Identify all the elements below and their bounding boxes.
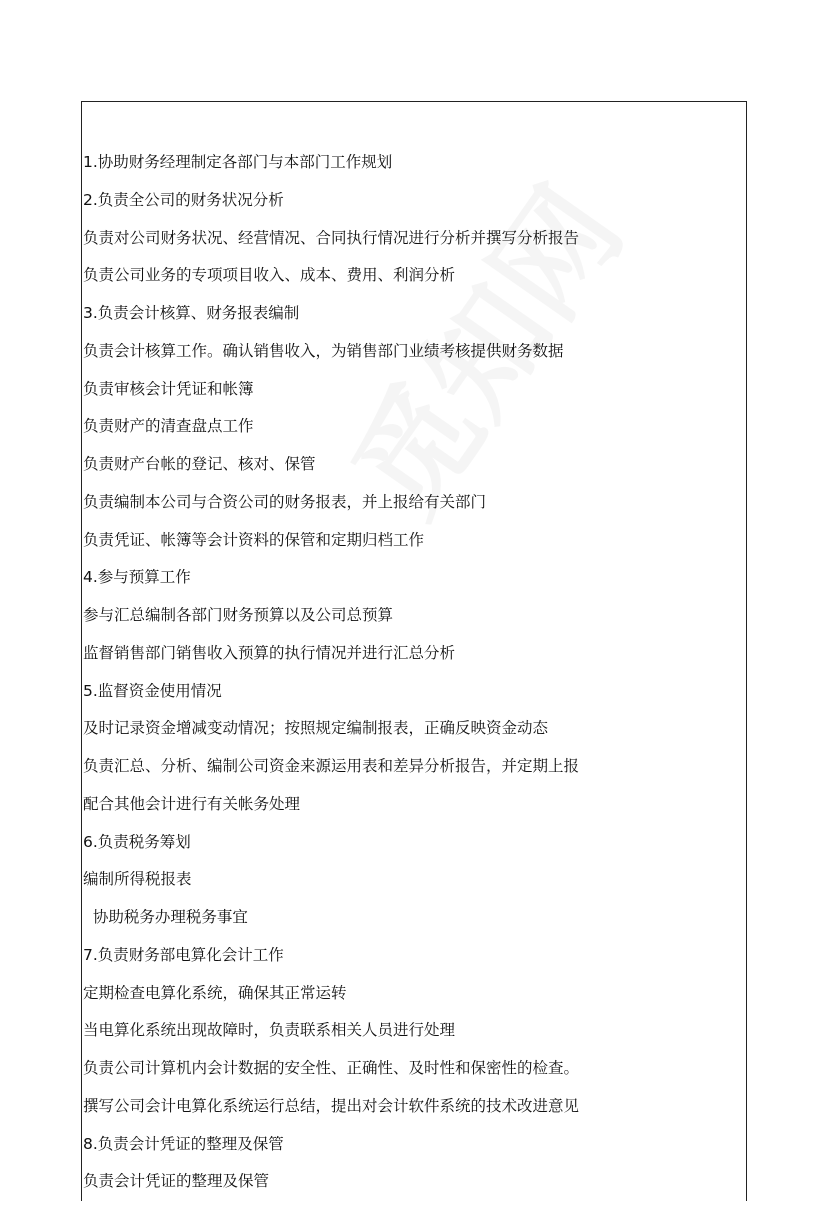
document-line: 负责会计核算工作。确认销售收入，为销售部门业绩考核提供财务数据 [83,341,564,360]
document-line: 负责财产的清查盘点工作 [83,417,254,436]
document-line: 5.监督资金使用情况 [83,681,222,700]
document-line: 协助税务办理税务事宜 [83,908,248,926]
document-line: 撰写公司会计电算化系统运行总结，提出对会计软件系统的技术改进意见 [83,1096,580,1115]
document-line: 定期检查电算化系统，确保其正常运转 [83,983,347,1002]
document-line: 监督销售部门销售收入预算的执行情况并进行汇总分析 [83,643,456,662]
document-line: 负责对公司财务状况、经营情况、合同执行情况进行分析并撰写分析报告 [83,228,580,247]
document-line: 编制所得税报表 [83,870,192,889]
document-line: 负责公司业务的专项项目收入、成本、费用、利润分析 [83,266,456,285]
document-line: 负责会计凭证的整理及保管 [83,1172,270,1191]
document-line: 负责审核会计凭证和帐簿 [83,379,254,398]
document-line: 及时记录资金增减变动情况；按照规定编制报表，正确反映资金动态 [83,719,549,738]
document-line: 6.负责税务筹划 [83,832,191,851]
document-line: 3.负责会计核算、财务报表编制 [83,304,300,322]
document-line: 1.协助财务经理制定各部门与本部门工作规划 [83,153,393,171]
document-line: 配合其他会计进行有关帐务处理 [83,794,301,813]
document-line: 4.参与预算工作 [83,568,191,587]
document-line: 2.负责全公司的财务状况分析 [83,190,284,209]
document-line: 8.负责会计凭证的整理及保管 [83,1134,284,1153]
document-line: 负责编制本公司与合资公司的财务报表，并上报给有关部门 [83,492,487,511]
document-line: 当电算化系统出现故障时，负责联系相关人员进行处理 [83,1021,456,1040]
document-line: 负责财产台帐的登记、核对、保管 [83,455,316,473]
document-line: 负责汇总、分析、编制公司资金来源运用表和差异分析报告，并定期上报 [83,757,580,775]
document-line: 负责凭证、帐簿等会计资料的保管和定期归档工作 [83,530,425,549]
document-line: 7.负责财务部电算化会计工作 [83,945,284,964]
document-line: 负责公司计算机内会计数据的安全性、正确性、及时性和保密性的检查。 [83,1059,580,1077]
document-line: 参与汇总编制各部门财务预算以及公司总预算 [83,606,394,624]
document-body [83,151,579,1208]
